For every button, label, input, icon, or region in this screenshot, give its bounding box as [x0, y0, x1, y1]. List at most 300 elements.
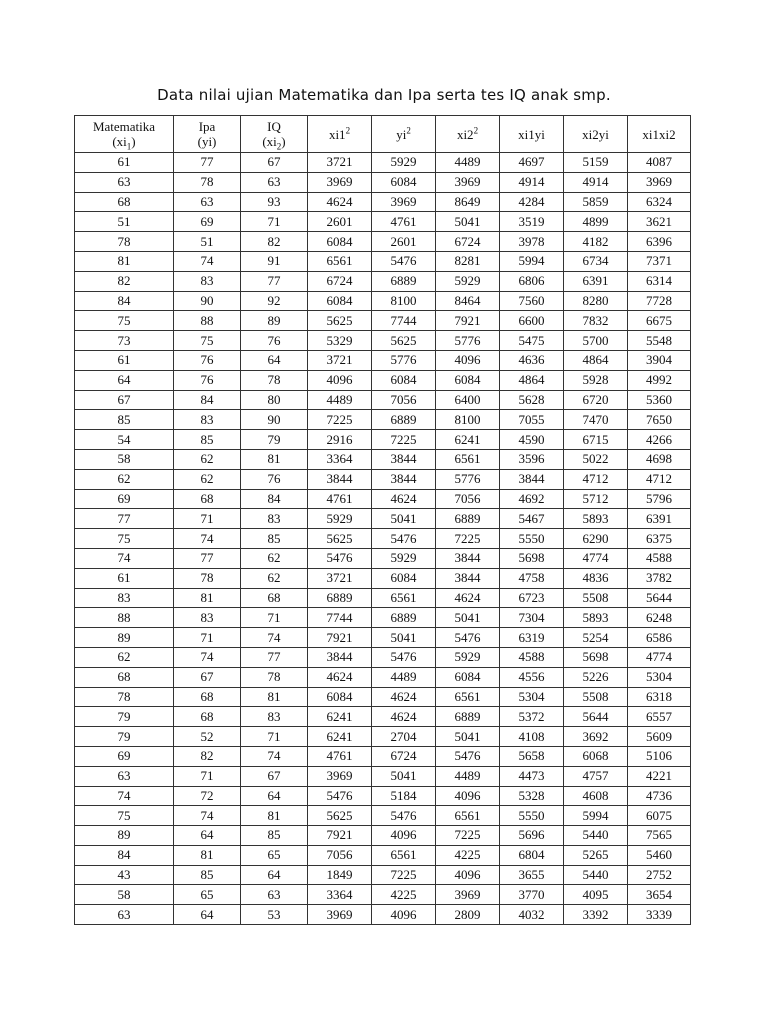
cell-iq: 71 — [241, 608, 308, 628]
header-iq-symbol: $(xi_2)$ — [262, 134, 286, 152]
cell-ipa: 90 — [174, 291, 241, 311]
cell-iq: 85 — [241, 529, 308, 549]
header-xi1yi: xi1yi — [500, 116, 564, 153]
cell-matematika: 89 — [75, 628, 174, 648]
cell-iq: 71 — [241, 212, 308, 232]
cell-xi2-squared: 4096 — [436, 865, 500, 885]
cell-iq: 78 — [241, 370, 308, 390]
cell-yi-squared: 5625 — [372, 331, 436, 351]
table-row — [75, 153, 691, 173]
cell-xi2-squared: 4489 — [436, 766, 500, 786]
table-row — [75, 806, 691, 826]
cell-matematika: 62 — [75, 647, 174, 667]
cell-xi2yi: 4914 — [564, 172, 628, 192]
cell-yi-squared: 4225 — [372, 885, 436, 905]
cell-xi1yi: 7055 — [500, 410, 564, 430]
cell-yi-squared: 6889 — [372, 410, 436, 430]
cell-xi2yi: 4608 — [564, 786, 628, 806]
table-row — [75, 667, 691, 687]
cell-xi1xi2: 6675 — [628, 311, 691, 331]
cell-xi1-squared: 3721 — [308, 350, 372, 370]
cell-xi1-squared: 5625 — [308, 311, 372, 331]
cell-yi-squared: 5476 — [372, 806, 436, 826]
cell-xi2-squared: 8100 — [436, 410, 500, 430]
header-row — [75, 116, 691, 153]
table-row — [75, 608, 691, 628]
cell-xi1-squared: 1849 — [308, 865, 372, 885]
cell-yi-squared: 4624 — [372, 687, 436, 707]
table-row — [75, 172, 691, 192]
cell-iq: 90 — [241, 410, 308, 430]
cell-matematika: 62 — [75, 469, 174, 489]
cell-xi2yi: 5440 — [564, 826, 628, 846]
cell-xi1xi2: 7650 — [628, 410, 691, 430]
cell-matematika: 73 — [75, 331, 174, 351]
cell-xi1yi: 5550 — [500, 806, 564, 826]
cell-ipa: 76 — [174, 370, 241, 390]
table-row — [75, 350, 691, 370]
header-ipa-label: Ipa — [198, 119, 216, 134]
cell-xi1-squared: 6084 — [308, 687, 372, 707]
cell-matematika: 64 — [75, 370, 174, 390]
cell-xi2-squared: 6241 — [436, 430, 500, 450]
cell-xi2yi: 6734 — [564, 251, 628, 271]
cell-iq: 78 — [241, 667, 308, 687]
cell-iq: 76 — [241, 331, 308, 351]
cell-matematika: 85 — [75, 410, 174, 430]
cell-xi1yi: 5696 — [500, 826, 564, 846]
table-row — [75, 469, 691, 489]
cell-iq: 63 — [241, 172, 308, 192]
cell-xi1xi2: 4087 — [628, 153, 691, 173]
cell-matematika: 79 — [75, 707, 174, 727]
table-row — [75, 885, 691, 905]
cell-iq: 64 — [241, 350, 308, 370]
header-ipa-symbol: (yi) — [197, 134, 217, 149]
table-row — [75, 529, 691, 549]
cell-matematika: 51 — [75, 212, 174, 232]
cell-xi1-squared: 3364 — [308, 885, 372, 905]
header-iq — [241, 116, 308, 153]
cell-matematika: 82 — [75, 271, 174, 291]
cell-xi1xi2: 5106 — [628, 746, 691, 766]
cell-yi-squared: 5041 — [372, 628, 436, 648]
cell-ipa: 76 — [174, 350, 241, 370]
cell-xi2yi: 4836 — [564, 568, 628, 588]
cell-yi-squared: 5476 — [372, 529, 436, 549]
cell-xi2yi: 5893 — [564, 608, 628, 628]
cell-xi1xi2: 3782 — [628, 568, 691, 588]
cell-matematika: 61 — [75, 153, 174, 173]
table-row — [75, 370, 691, 390]
cell-xi2-squared: 7056 — [436, 489, 500, 509]
cell-xi2yi: 5159 — [564, 153, 628, 173]
cell-xi2yi: 5859 — [564, 192, 628, 212]
cell-xi1-squared: 6241 — [308, 727, 372, 747]
cell-matematika: 58 — [75, 449, 174, 469]
cell-xi1-squared: 5329 — [308, 331, 372, 351]
cell-iq: 68 — [241, 588, 308, 608]
cell-xi1-squared: 6084 — [308, 291, 372, 311]
table-row — [75, 905, 691, 925]
cell-xi1xi2: 5304 — [628, 667, 691, 687]
cell-matematika: 69 — [75, 746, 174, 766]
cell-matematika: 84 — [75, 291, 174, 311]
cell-ipa: 82 — [174, 746, 241, 766]
cell-xi1-squared: 5476 — [308, 786, 372, 806]
cell-xi2yi: 4864 — [564, 350, 628, 370]
cell-xi1yi: 4636 — [500, 350, 564, 370]
cell-ipa: 65 — [174, 885, 241, 905]
cell-yi-squared: 4096 — [372, 826, 436, 846]
cell-xi1xi2: 3904 — [628, 350, 691, 370]
table-row — [75, 212, 691, 232]
cell-iq: 79 — [241, 430, 308, 450]
cell-xi1yi: 4758 — [500, 568, 564, 588]
cell-xi1yi: 4108 — [500, 727, 564, 747]
cell-xi1-squared: 7056 — [308, 845, 372, 865]
cell-xi1yi: 5994 — [500, 251, 564, 271]
cell-xi1yi: 6804 — [500, 845, 564, 865]
cell-xi1-squared: 3969 — [308, 905, 372, 925]
cell-iq: 81 — [241, 687, 308, 707]
cell-xi1xi2: 6248 — [628, 608, 691, 628]
cell-matematika: 63 — [75, 766, 174, 786]
cell-xi2yi: 3692 — [564, 727, 628, 747]
cell-xi2-squared: 5776 — [436, 469, 500, 489]
cell-xi1-squared: 3844 — [308, 647, 372, 667]
cell-yi-squared: 6084 — [372, 172, 436, 192]
cell-xi2-squared: 6724 — [436, 232, 500, 252]
header-xi1xi2: xi1xi2 — [628, 116, 691, 153]
cell-xi1xi2: 5360 — [628, 390, 691, 410]
cell-xi2-squared: 7225 — [436, 826, 500, 846]
cell-yi-squared: 4096 — [372, 905, 436, 925]
cell-xi1yi: 3596 — [500, 449, 564, 469]
cell-xi2-squared: 4489 — [436, 153, 500, 173]
cell-yi-squared: 4761 — [372, 212, 436, 232]
cell-matematika: 75 — [75, 311, 174, 331]
cell-ipa: 85 — [174, 430, 241, 450]
cell-xi2yi: 4182 — [564, 232, 628, 252]
cell-xi1xi2: 6375 — [628, 529, 691, 549]
cell-xi2yi: 6068 — [564, 746, 628, 766]
cell-xi1yi: 5328 — [500, 786, 564, 806]
cell-xi2yi: 5700 — [564, 331, 628, 351]
cell-yi-squared: 6561 — [372, 588, 436, 608]
cell-yi-squared: 4624 — [372, 489, 436, 509]
cell-xi1-squared: 4489 — [308, 390, 372, 410]
cell-matematika: 61 — [75, 568, 174, 588]
cell-xi1-squared: 5476 — [308, 548, 372, 568]
cell-xi1yi: 6600 — [500, 311, 564, 331]
cell-xi1yi: 4473 — [500, 766, 564, 786]
cell-xi1yi: 4284 — [500, 192, 564, 212]
cell-xi1xi2: 6324 — [628, 192, 691, 212]
cell-xi2yi: 5994 — [564, 806, 628, 826]
cell-matematika: 54 — [75, 430, 174, 450]
table-row — [75, 311, 691, 331]
cell-xi2yi: 5508 — [564, 687, 628, 707]
cell-ipa: 62 — [174, 469, 241, 489]
cell-matematika: 68 — [75, 667, 174, 687]
cell-matematika: 79 — [75, 727, 174, 747]
cell-xi1-squared: 4761 — [308, 746, 372, 766]
cell-xi1yi: 6319 — [500, 628, 564, 648]
cell-xi1xi2: 3621 — [628, 212, 691, 232]
cell-xi2yi: 8280 — [564, 291, 628, 311]
cell-xi1xi2: 5548 — [628, 331, 691, 351]
cell-yi-squared: 6889 — [372, 271, 436, 291]
cell-xi2-squared: 3844 — [436, 548, 500, 568]
cell-matematika: 63 — [75, 172, 174, 192]
cell-iq: 91 — [241, 251, 308, 271]
cell-iq: 67 — [241, 153, 308, 173]
cell-iq: 74 — [241, 628, 308, 648]
cell-xi2-squared: 8464 — [436, 291, 500, 311]
cell-ipa: 77 — [174, 153, 241, 173]
cell-ipa: 75 — [174, 331, 241, 351]
cell-iq: 85 — [241, 826, 308, 846]
header-xi2yi: xi2yi — [564, 116, 628, 153]
table-row — [75, 192, 691, 212]
cell-xi2yi: 6720 — [564, 390, 628, 410]
cell-yi-squared: 4624 — [372, 707, 436, 727]
cell-iq: 63 — [241, 885, 308, 905]
table-row — [75, 588, 691, 608]
cell-xi1yi: 5658 — [500, 746, 564, 766]
cell-iq: 83 — [241, 509, 308, 529]
cell-matematika: 78 — [75, 232, 174, 252]
cell-xi1yi: 5372 — [500, 707, 564, 727]
cell-ipa: 78 — [174, 172, 241, 192]
cell-iq: 53 — [241, 905, 308, 925]
cell-ipa: 84 — [174, 390, 241, 410]
cell-matematika: 61 — [75, 350, 174, 370]
cell-matematika: 74 — [75, 548, 174, 568]
cell-xi1-squared: 3721 — [308, 153, 372, 173]
cell-matematika: 68 — [75, 192, 174, 212]
cell-xi1xi2: 4992 — [628, 370, 691, 390]
cell-xi1xi2: 7371 — [628, 251, 691, 271]
cell-xi1yi: 4588 — [500, 647, 564, 667]
cell-xi1xi2: 2752 — [628, 865, 691, 885]
cell-xi1-squared: 3969 — [308, 766, 372, 786]
cell-xi2-squared: 3969 — [436, 885, 500, 905]
cell-xi2-squared: 6889 — [436, 509, 500, 529]
cell-yi-squared: 2601 — [372, 232, 436, 252]
table-row — [75, 390, 691, 410]
cell-xi1xi2: 6586 — [628, 628, 691, 648]
table-row — [75, 687, 691, 707]
cell-xi1yi: 4692 — [500, 489, 564, 509]
cell-xi2-squared: 5041 — [436, 727, 500, 747]
cell-iq: 62 — [241, 568, 308, 588]
cell-iq: 64 — [241, 786, 308, 806]
cell-xi2-squared: 2809 — [436, 905, 500, 925]
cell-xi2yi: 5893 — [564, 509, 628, 529]
cell-xi2yi: 4095 — [564, 885, 628, 905]
cell-xi1xi2: 6314 — [628, 271, 691, 291]
cell-yi-squared: 7744 — [372, 311, 436, 331]
cell-yi-squared: 5184 — [372, 786, 436, 806]
cell-xi1xi2: 7565 — [628, 826, 691, 846]
cell-ipa: 74 — [174, 647, 241, 667]
cell-xi2-squared: 7225 — [436, 529, 500, 549]
cell-xi2-squared: 8281 — [436, 251, 500, 271]
cell-ipa: 64 — [174, 905, 241, 925]
cell-xi2-squared: 6561 — [436, 687, 500, 707]
cell-yi-squared: 3844 — [372, 449, 436, 469]
cell-xi1yi: 4697 — [500, 153, 564, 173]
cell-yi-squared: 4489 — [372, 667, 436, 687]
cell-xi1yi: 4914 — [500, 172, 564, 192]
table-row — [75, 271, 691, 291]
cell-matematika: 81 — [75, 251, 174, 271]
cell-xi1xi2: 4698 — [628, 449, 691, 469]
cell-xi2-squared: 5776 — [436, 331, 500, 351]
cell-xi1-squared: 7921 — [308, 628, 372, 648]
cell-xi1xi2: 5460 — [628, 845, 691, 865]
cell-xi1yi: 4590 — [500, 430, 564, 450]
cell-xi2yi: 5226 — [564, 667, 628, 687]
cell-yi-squared: 5929 — [372, 548, 436, 568]
cell-xi1yi: 5628 — [500, 390, 564, 410]
cell-iq: 65 — [241, 845, 308, 865]
page-title: Data nilai ujian Matematika dan Ipa serta tes IQ anak smp. — [157, 86, 611, 104]
cell-iq: 81 — [241, 806, 308, 826]
cell-matematika: 69 — [75, 489, 174, 509]
table-row — [75, 628, 691, 648]
cell-xi1yi: 5550 — [500, 529, 564, 549]
cell-xi1-squared: 5929 — [308, 509, 372, 529]
cell-ipa: 83 — [174, 271, 241, 291]
cell-xi2yi: 4774 — [564, 548, 628, 568]
cell-xi1xi2: 5609 — [628, 727, 691, 747]
cell-xi1xi2: 6396 — [628, 232, 691, 252]
table-row — [75, 251, 691, 271]
cell-ipa: 72 — [174, 786, 241, 806]
cell-yi-squared: 6084 — [372, 370, 436, 390]
cell-matematika: 84 — [75, 845, 174, 865]
table-row — [75, 786, 691, 806]
cell-xi1-squared: 4096 — [308, 370, 372, 390]
cell-xi1yi: 4864 — [500, 370, 564, 390]
cell-xi2yi: 5265 — [564, 845, 628, 865]
cell-xi2-squared: 5476 — [436, 746, 500, 766]
cell-iq: 84 — [241, 489, 308, 509]
cell-iq: 76 — [241, 469, 308, 489]
cell-xi2-squared: 5041 — [436, 212, 500, 232]
cell-xi2-squared: 4225 — [436, 845, 500, 865]
cell-ipa: 71 — [174, 509, 241, 529]
cell-iq: 64 — [241, 865, 308, 885]
cell-xi1xi2: 4266 — [628, 430, 691, 450]
cell-xi1-squared: 7744 — [308, 608, 372, 628]
cell-xi1yi: 6806 — [500, 271, 564, 291]
table-row — [75, 430, 691, 450]
cell-xi1xi2: 3969 — [628, 172, 691, 192]
table-row — [75, 865, 691, 885]
cell-yi-squared: 5476 — [372, 251, 436, 271]
cell-xi1xi2: 5644 — [628, 588, 691, 608]
cell-xi1xi2: 3654 — [628, 885, 691, 905]
cell-xi2yi: 5440 — [564, 865, 628, 885]
cell-xi1-squared: 6724 — [308, 271, 372, 291]
cell-ipa: 83 — [174, 410, 241, 430]
cell-xi1-squared: 5625 — [308, 529, 372, 549]
cell-iq: 81 — [241, 449, 308, 469]
cell-xi2-squared: 5041 — [436, 608, 500, 628]
cell-xi2yi: 6391 — [564, 271, 628, 291]
cell-xi2yi: 4899 — [564, 212, 628, 232]
cell-ipa: 71 — [174, 628, 241, 648]
table-row — [75, 647, 691, 667]
cell-xi1yi: 5304 — [500, 687, 564, 707]
cell-xi1xi2: 4221 — [628, 766, 691, 786]
cell-xi1-squared: 4761 — [308, 489, 372, 509]
cell-xi2yi: 4712 — [564, 469, 628, 489]
cell-ipa: 78 — [174, 568, 241, 588]
cell-xi2yi: 5644 — [564, 707, 628, 727]
cell-matematika: 88 — [75, 608, 174, 628]
cell-xi1-squared: 6241 — [308, 707, 372, 727]
cell-xi2-squared: 6084 — [436, 667, 500, 687]
table-row — [75, 727, 691, 747]
header-ipa — [174, 116, 241, 153]
table-row — [75, 826, 691, 846]
cell-iq: 89 — [241, 311, 308, 331]
cell-ipa: 69 — [174, 212, 241, 232]
cell-xi2-squared: 4096 — [436, 350, 500, 370]
cell-yi-squared: 6084 — [372, 568, 436, 588]
cell-xi1yi: 7304 — [500, 608, 564, 628]
header-matematika-label: Matematika — [92, 119, 156, 134]
cell-matematika: 63 — [75, 905, 174, 925]
cell-xi1xi2: 6075 — [628, 806, 691, 826]
cell-yi-squared: 5041 — [372, 509, 436, 529]
cell-xi2yi: 6290 — [564, 529, 628, 549]
cell-matematika: 89 — [75, 826, 174, 846]
table-row — [75, 746, 691, 766]
table-row — [75, 707, 691, 727]
cell-xi2yi: 5712 — [564, 489, 628, 509]
header-xi2-squared: $xi2^2$ — [436, 116, 500, 153]
cell-xi2-squared: 6400 — [436, 390, 500, 410]
cell-xi1-squared: 5625 — [308, 806, 372, 826]
cell-yi-squared: 5929 — [372, 153, 436, 173]
cell-iq: 82 — [241, 232, 308, 252]
cell-xi2-squared: 6561 — [436, 449, 500, 469]
cell-xi2yi: 7470 — [564, 410, 628, 430]
cell-ipa: 81 — [174, 845, 241, 865]
table-row — [75, 489, 691, 509]
cell-xi1-squared: 6084 — [308, 232, 372, 252]
cell-xi1yi: 7560 — [500, 291, 564, 311]
table-row — [75, 291, 691, 311]
cell-xi1-squared: 2601 — [308, 212, 372, 232]
cell-xi2-squared: 5929 — [436, 647, 500, 667]
cell-xi1-squared: 4624 — [308, 667, 372, 687]
cell-xi1-squared: 3844 — [308, 469, 372, 489]
cell-xi1-squared: 6561 — [308, 251, 372, 271]
cell-xi1yi: 3844 — [500, 469, 564, 489]
cell-matematika: 74 — [75, 786, 174, 806]
cell-ipa: 74 — [174, 806, 241, 826]
cell-matematika: 67 — [75, 390, 174, 410]
table-body — [75, 153, 691, 925]
cell-matematika: 78 — [75, 687, 174, 707]
